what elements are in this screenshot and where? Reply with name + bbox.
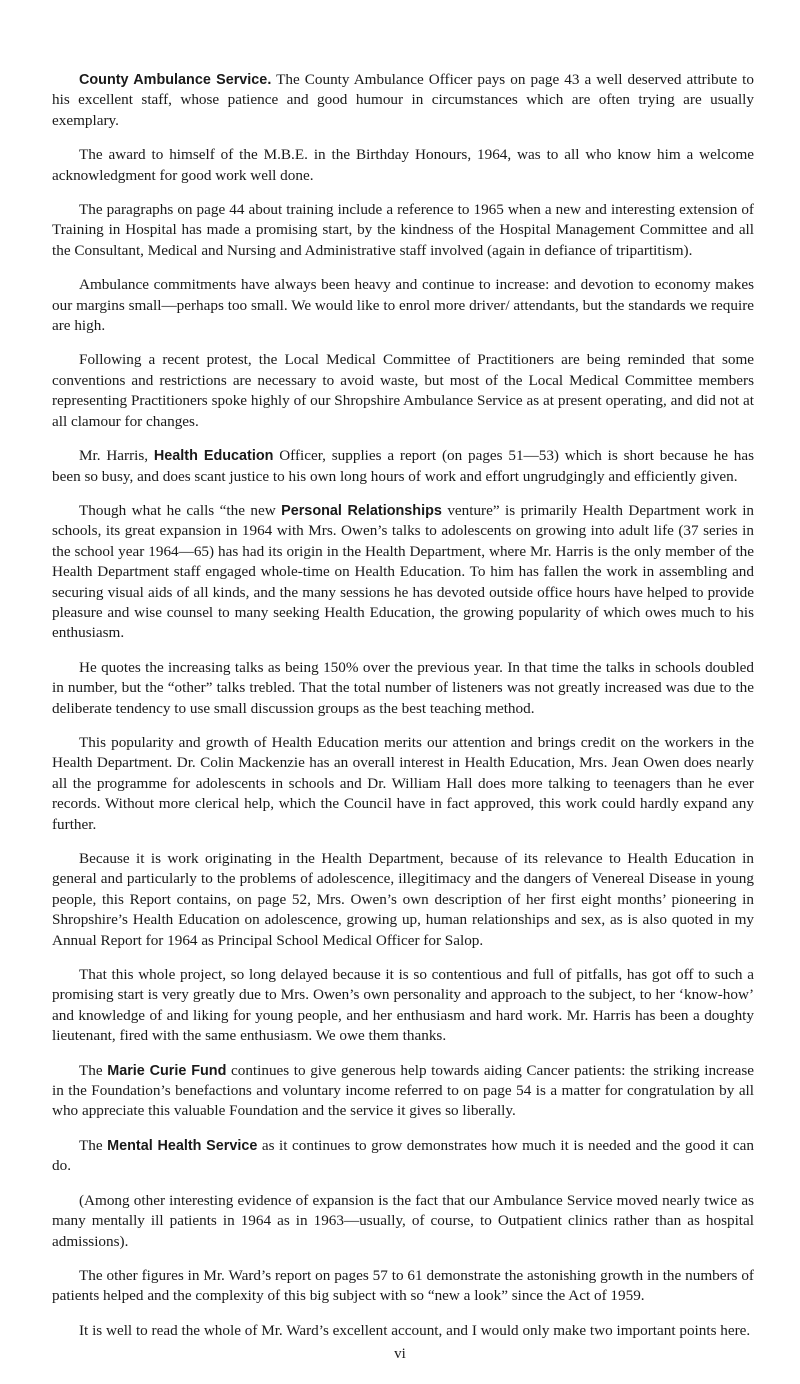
heading-personal-relationships: Personal Relationships [281, 502, 442, 519]
paragraph-ambulance-commitments: Ambulance commitments have always been heavy and continue to increase: and devotion to economy makes our margins small—perhaps too small. We would like to enrol more driver/ attendants, but the standards we require are high. [52, 276, 754, 335]
heading-health-education: Health Education [153, 448, 274, 465]
paragraph-project-start: That this whole project, so long delayed because it is so contentious and full of pitfalls, has got off to such a promising start is very greatly due to Mrs. Owen’s own personality and approach to the subject, to her ‘know-how’ and knowledge of and liking for young people, and her enthusiasm and hard work. Mr. Harris has been a doughty lieutenant, fired with the same enthusiasm. We owe them thanks. [52, 966, 754, 1045]
page-number: vi [394, 1346, 406, 1362]
paragraph-popularity: This popularity and growth of Health Education merits our attention and brings credit on the workers in the Health Department. Dr. Colin Mackenzie has an overall interest in Health Education, Mrs. Jean Owen does nearly all the programme for adolescents in schools and Dr. William Hall does more talking to teenagers than he ever records. Without more clerical help, which the Council have in fact approved, this work could hardly expand any further. [52, 733, 754, 833]
heading-marie-curie-fund: Marie Curie Fund [107, 1062, 227, 1079]
heading-mental-health-service: Mental Health Service [107, 1137, 258, 1154]
paragraph-mental-health-service: The Mental Health Service as it continues to grow demonstrates how much it is needed and the good it can do. [52, 1136, 754, 1175]
paragraph-training: The paragraphs on page 44 about training include a reference to 1965 when a new and interesting extension of Training in Hospital has made a promising start, by the kindness of the Hospital Management Committee and all the Consultant, Medical and Nursing and Administrative staff involved (again in defiance of tripartitism). [52, 201, 754, 259]
paragraph-marie-curie-fund: The Marie Curie Fund continues to give generous help towards aiding Cancer patients: the striking increase in the Foundation’s benefactions and voluntary income referred to on page 54 is a matter for congratulation by all who appreciate this valuable Foundation and the service it gives so liberally. [52, 1061, 754, 1120]
paragraph-health-education: Mr. Harris, Health Education Officer, supplies a report (on pages 51—53) which is short because he has been so busy, and does scant justice to his own long hours of work and effort ungrudgingly and efficiently given. [52, 447, 755, 485]
paragraph-ambulance-service: County Ambulance Service. The County Ambulance Officer pays on page 43 a well deserved attribute to his excellent staff, whose patience and good humour in circumstances which are often trying are usually exemplary. [52, 71, 754, 129]
body-text [52, 70, 754, 1355]
heading-ambulance-service: County Ambulance Service. [79, 72, 272, 88]
paragraph-local-medical-committee: Following a recent protest, the Local Medical Committee of Practitioners are being reminded that some conventions and restrictions are necessary to avoid waste, but most of the Local Medical Committee members representing Practitioners spoke highly of our Shropshire Ambulance Service as at present operating, and did not at all clamour for changes. [52, 351, 754, 430]
paragraph-ward-report: The other figures in Mr. Ward’s report on pages 57 to 61 demonstrate the astonishing growth in the numbers of patients helped and the complexity of this big subject with so “new a look” since the Act of 1959. [52, 1266, 754, 1305]
paragraph-closing: It is well to read the whole of Mr. Ward’s excellent account, and I would only make two important points here. [79, 1321, 751, 1339]
paragraph-mbe-award: The award to himself of the M.B.E. in the Birthday Honours, 1964, was to all who know him a welcome acknowledgment for good work well done. [52, 146, 754, 184]
paragraph-expansion-evidence: (Among other interesting evidence of expansion is the fact that our Ambulance Service moved nearly twice as many mentally ill patients in 1964 as in 1963—usually, of course, to Outpatient clinics rather than as hospital admissions). [52, 1191, 754, 1250]
paragraph-talks-increase: He quotes the increasing talks as being 150% over the previous year. In that time the talks in schools doubled in number, but the “other” talks trebled. That the total number of listeners was not greatly increased was due to the deliberate tendency to use small discussion groups as the best teaching method. [52, 658, 754, 717]
paragraph-adolescence: Because it is work originating in the Health Department, because of its relevance to Health Education in general and particularly to the problems of adolescence, illegitimacy and the dangers of Venereal Disease in young people, this Report contains, on page 52, Mrs. Owen’s own description of her first eight months’ pioneering in Shropshire’s Health Education on adolescence, growing up, human relationships and sex, as is also quoted in my Annual Report for 1964 as Principal School Medical Officer for Salop. [52, 850, 754, 949]
paragraph-personal-relationships: Though what he calls “the new Personal Relationships venture” is primarily Health Department work in schools, its great expansion in 1964 with Mrs. Owen’s talks to adolescents on growing into adult life (37 series in the school year 1964—65) has had its origin in the Health Department, where Mr. Harris is the only member of the Health Department staff engaged whole-time on Health Education. To him has fallen the work in assembling and securing visual aids of all kinds, and the many sessions he has devoted outside office hours have helped to provide pleasure and wise counsel to many seeking Health Education, the growing popularity of which owes much to his enthusiasm. [52, 501, 755, 642]
